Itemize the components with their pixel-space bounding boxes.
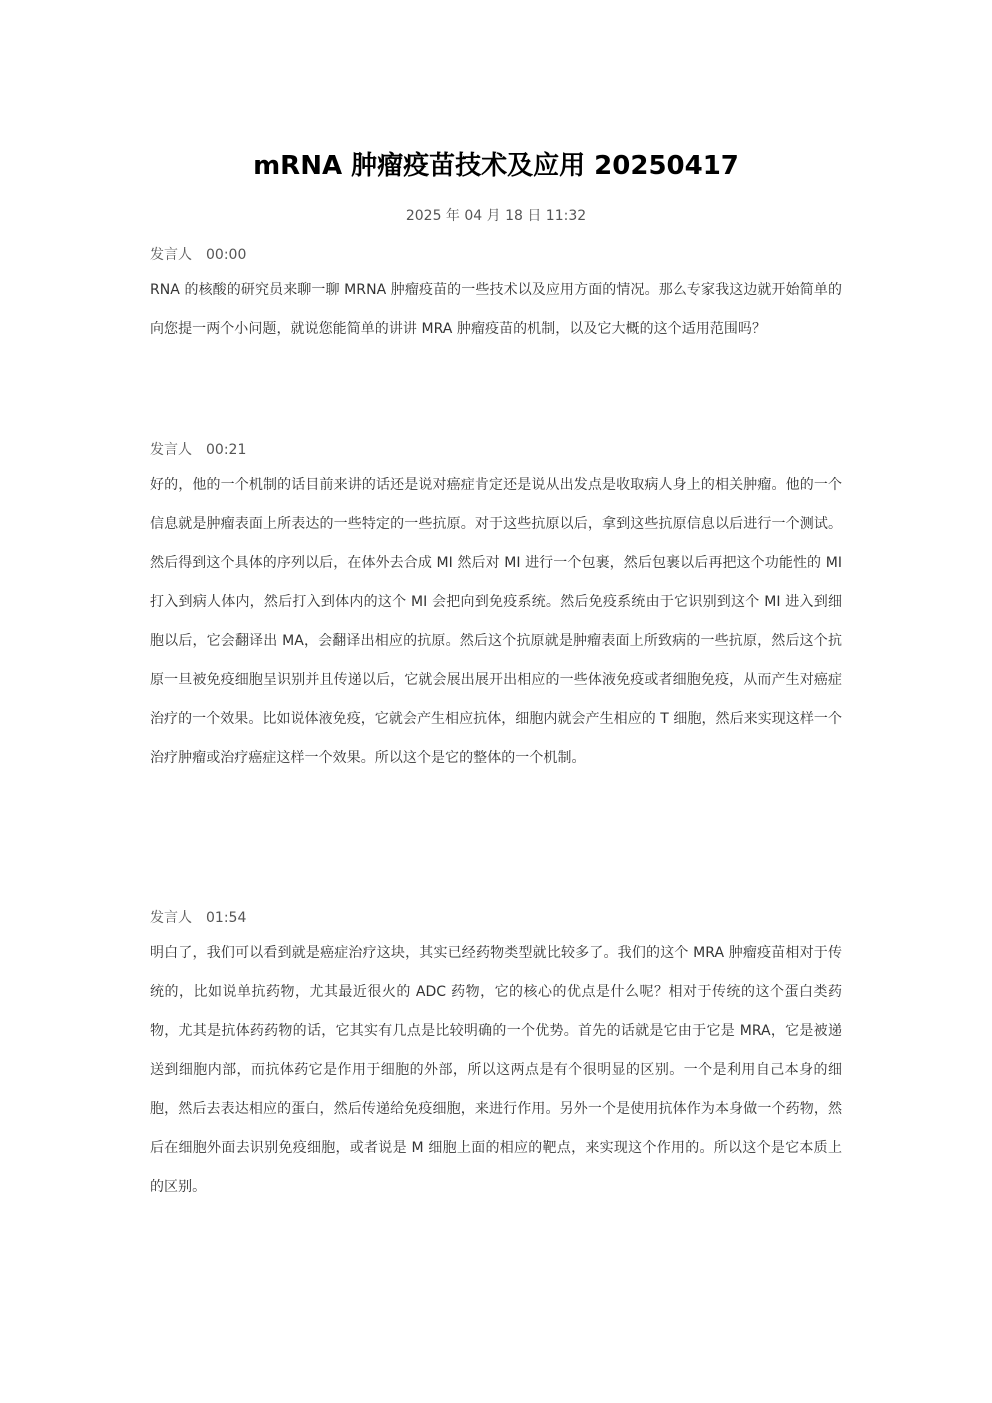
speaker-line xyxy=(150,906,842,930)
speaker-name: 发言人 xyxy=(150,442,192,458)
transcript-segment xyxy=(150,438,842,778)
document-date: 2025 年 04 月 18 日 11:32 xyxy=(405,208,587,224)
speaker-line xyxy=(150,243,842,267)
transcript-segment xyxy=(150,906,842,1207)
timestamp: 01:54 xyxy=(206,910,247,926)
speaker-line xyxy=(150,438,842,462)
transcript-segment xyxy=(150,243,842,349)
timestamp: 00:21 xyxy=(206,442,247,458)
segment-text: 明白了，我们可以看到就是癌症治疗这块，其实已经药物类型就比较多了。我们的这个 MRA 肿瘤疫苗相对于传统的，比如说单抗药物，尤其最近很火的 ADC 药物，它的核心的优点是什么呢？相对于传统的这个蛋白类药物，尤其是抗体药药物的话，它其实有几点是比较明确的一个优势。首先的话就是它由于它是 MRA，它是被递送到细胞内部，而抗体药它是作用于细胞的外部，所以这两点是有个很明显的区别。一个是利用自己本身的细胞，然后去表达相应的蛋白，然后传递给免疫细胞，来进行作用。另外一个是使用抗体作为本身做一个药物，然后在细胞外面去识别免疫细胞，或者说是 M 细胞上面的相应的靶点，来实现这个作用的。所以这个是它本质上的区别。 xyxy=(150,945,842,1195)
timestamp: 00:00 xyxy=(206,247,247,263)
segment-text: 好的，他的一个机制的话目前来讲的话还是说对癌症肯定还是说从出发点是收取病人身上的相关肿瘤。他的一个信息就是肿瘤表面上所表达的一些特定的一些抗原。对于这些抗原以后，拿到这些抗原信息以后进行一个测试。然后得到这个具体的序列以后，在体外去合成 MI 然后对 MI 进行一个包裹，然后包裹以后再把这个功能性的 MI 打入到病人体内，然后打入到体内的这个 MI 会把向到免疫系统。然后免疫系统由于它识别到这个 MI 进入到细胞以后，它会翻译出 MA，会翻译出相应的抗原。然后这个抗原就是肿瘤表面上所致病的一些抗原，然后这个抗原一旦被免疫细胞呈识别并且传递以后，它就会展出展开出相应的一些体液免疫或者细胞免疫，从而产生对癌症治疗的一个效果。比如说体液免疫，它就会产生相应抗体，细胞内就会产生相应的 T 细胞，然后来实现这样一个治疗肿瘤或治疗癌症这样一个效果。所以这个是它的整体的一个机制。 xyxy=(150,477,842,766)
segment-text: RNA 的核酸的研究员来聊一聊 MRNA 肿瘤疫苗的一些技术以及应用方面的情况。那么专家我这边就开始简单的向您提一两个小问题，就说您能简单的讲讲 MRA 肿瘤疫苗的机制，以及它大概的这个适用范围吗？ xyxy=(150,282,842,337)
speaker-name: 发言人 xyxy=(150,247,192,263)
document-title: mRNA 肿瘤疫苗技术及应用 20250417 xyxy=(253,151,739,181)
speaker-name: 发言人 xyxy=(150,910,192,926)
